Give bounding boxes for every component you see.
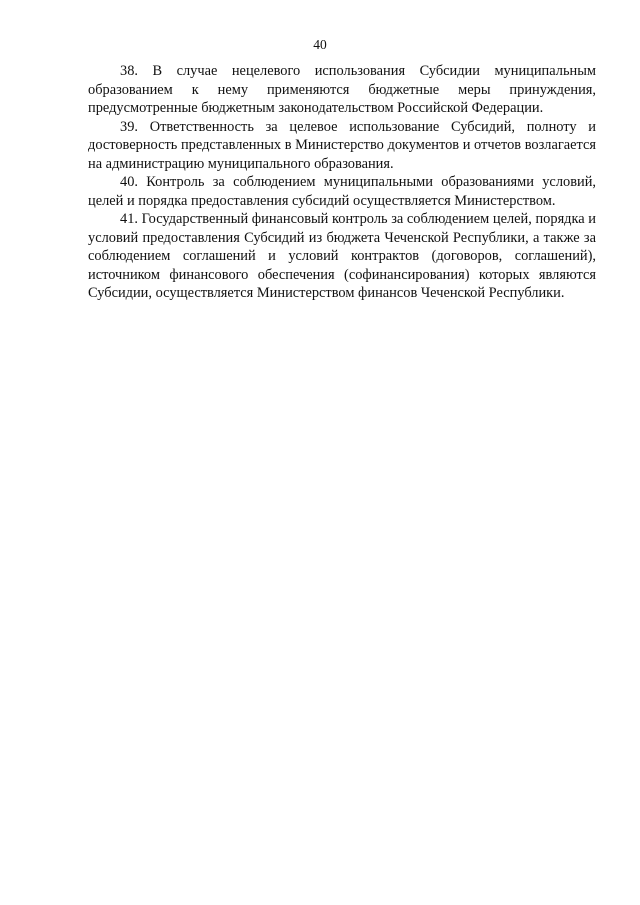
paragraph-40: 40. Контроль за соблюдением муниципальными образованиями условий, целей и порядка предоставления субсидий осуществляется Министерством. bbox=[88, 174, 596, 209]
paragraph-38: 38. В случае нецелевого использования Субсидии муниципальным образованием к нему применяются бюджетные меры принуждения, предусмотренные бюджетным законодательством Российской Федерации. bbox=[88, 63, 596, 116]
paragraph-41: 41. Государственный финансовый контроль за соблюдением целей, порядка и условий предоставления Субсидий из бюджета Чеченской Республики, а также за соблюдением соглашений и условий контрактов (договоров, соглашений), источником финансового обеспечения (софинансирования) которых являются Субсидии, осуществляется Министерством финансов Чеченской Республики. bbox=[88, 211, 596, 301]
paragraph-39: 39. Ответственность за целевое использование Субсидий, полноту и достоверность представленных в Министерство документов и отчетов возлагается на администрацию муниципального образования. bbox=[88, 118, 596, 172]
page-number: 40 bbox=[313, 37, 327, 52]
document-body bbox=[88, 62, 596, 303]
